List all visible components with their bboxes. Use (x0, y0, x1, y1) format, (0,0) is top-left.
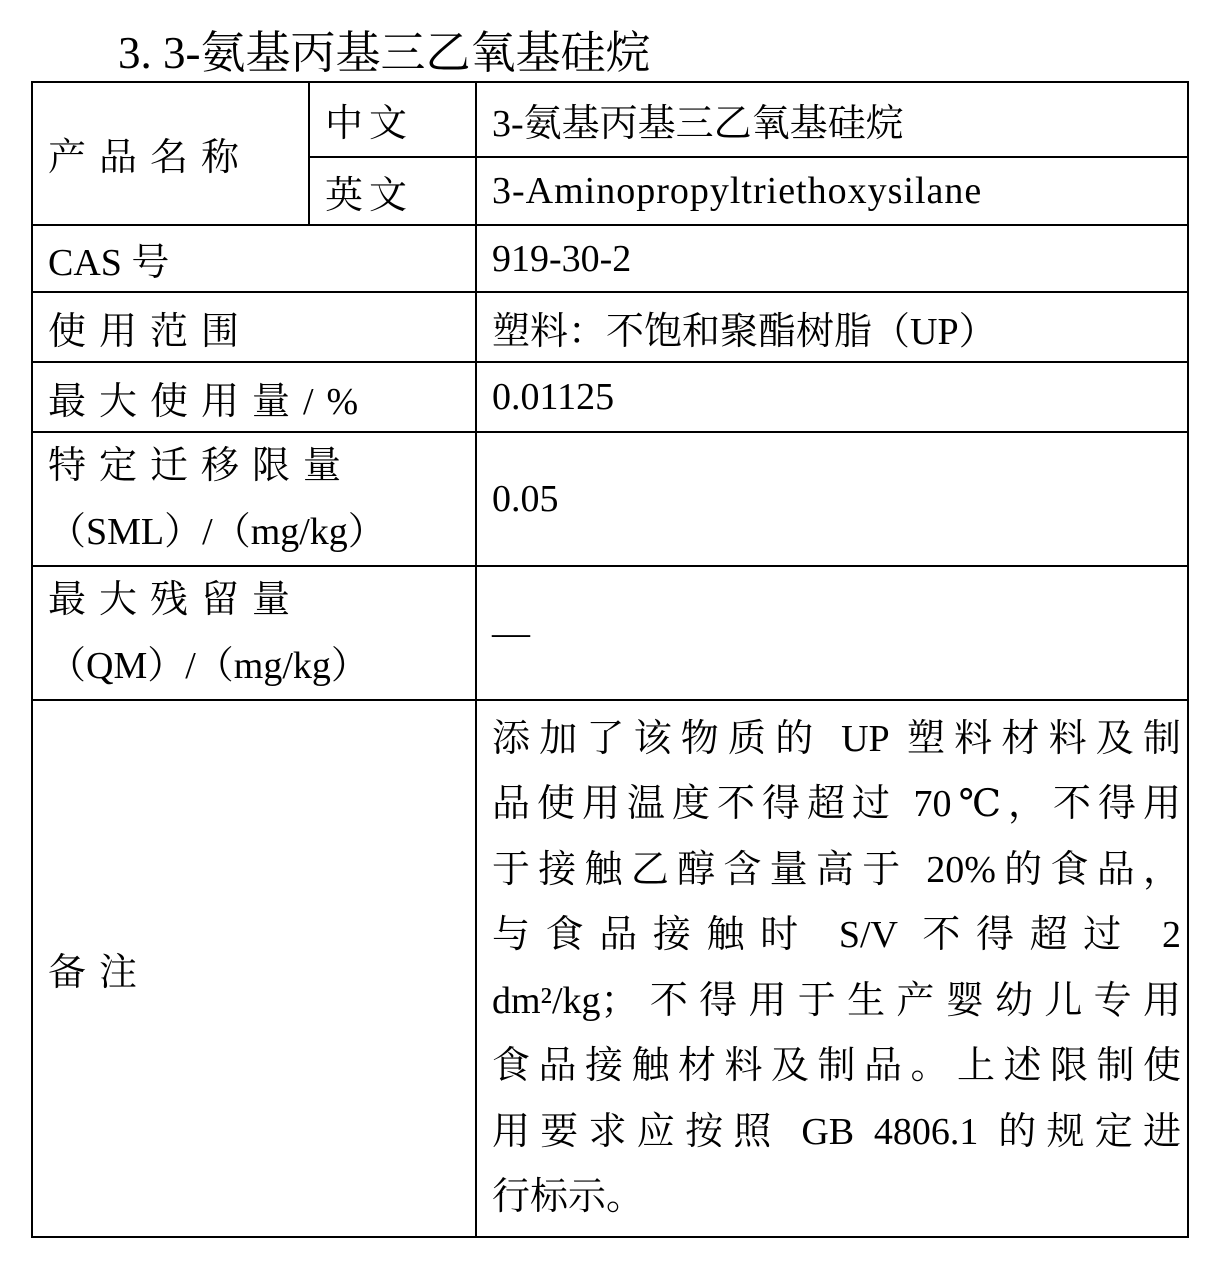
usage-scope-value: 塑料：不饱和聚酯树脂（UP） (476, 292, 1188, 362)
usage-scope-label: 使用范围 (32, 292, 476, 362)
english-name-value: 3-Aminopropyltriethoxysilane (476, 157, 1188, 225)
cas-value: 919-30-2 (476, 225, 1188, 292)
remark-line: 添加了该物质的 UP 塑料材料及制 (492, 717, 1181, 760)
row-remark (32, 700, 1188, 1237)
max-usage-value: 0.01125 (476, 362, 1188, 432)
sml-label (32, 432, 476, 566)
remark-line: 食品接触材料及制品。上述限制使 (492, 1045, 1181, 1087)
row-sml (32, 432, 1188, 566)
row-product-name-cn (32, 82, 1188, 157)
remark-label: 备注 (32, 700, 476, 1237)
english-name-label: 英文 (309, 157, 476, 225)
remark-text (476, 700, 1188, 1237)
max-usage-label: 最大使用量/% (32, 362, 476, 432)
remark-line: dm²/kg；不得用于生产婴幼儿专用 (492, 979, 1181, 1022)
qm-label (32, 566, 476, 700)
cas-label: CAS 号 (32, 225, 476, 292)
chinese-name-value: 3-氨基丙基三乙氧基硅烷 (476, 82, 1188, 157)
product-name-label: 产品名称 (32, 82, 309, 225)
remark-line: 行标示。 (492, 1176, 645, 1218)
row-qm (32, 566, 1188, 700)
row-max-usage (32, 362, 1188, 432)
remark-line: 于接触乙醇含量高于 20%的食品， (492, 848, 1181, 891)
remark-line: 用要求应按照 GB 4806.1 的规定进 (492, 1110, 1181, 1153)
qm-label-line2: （QM）/（mg/kg） (48, 645, 369, 687)
qm-label-line1: 最大残留量 (48, 579, 304, 621)
chinese-name-label: 中文 (309, 82, 476, 157)
sml-label-line1: 特定迁移限量 (48, 445, 355, 487)
row-usage-scope (32, 292, 1188, 362)
product-info-table (31, 81, 1189, 1238)
qm-value: — (476, 566, 1188, 700)
sml-label-line2: （SML）/（mg/kg） (48, 511, 386, 553)
remark-line: 品使用温度不得超过 70℃，不得用 (492, 783, 1181, 825)
section-title: 3. 3-氨基丙基三乙氧基硅烷 (118, 28, 651, 78)
remark-line: 与食品接触时 S/V 不得超过 2 (492, 914, 1181, 956)
row-cas (32, 225, 1188, 292)
sml-value: 0.05 (476, 432, 1188, 566)
